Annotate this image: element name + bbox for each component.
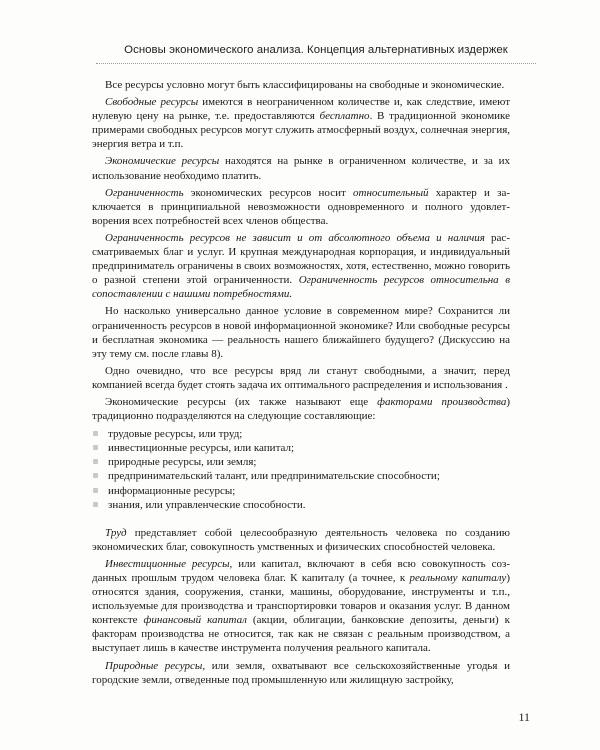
list-item-label: знания, или управленческие способности. — [108, 498, 306, 511]
text-run: представляет собой целесообразную деятельность человека по созданию экономических благ, совокупность умственных и физических способностей человека. — [92, 526, 510, 553]
list-item — [92, 469, 510, 483]
paragraphs-after-list — [92, 526, 510, 687]
square-bullet-icon — [93, 488, 98, 493]
text-run: ) относятся здания, сооружения, станки, машины, оборудование, инструменты и т.п., используемые для производства и транспортировки товаров и оказания услуг. В данном контексте — [92, 572, 510, 627]
italic-term: относительный — [353, 186, 429, 199]
italic-term: Ограниченность — [105, 186, 184, 199]
paragraph — [92, 364, 510, 392]
italic-term: Инвестиционные ресурсы — [105, 557, 230, 570]
list-item-label: инвестиционные ресурсы, или капитал; — [108, 442, 295, 455]
list-item — [92, 427, 510, 441]
text-run: находятся на рынке в ограниченном количестве, и за их использование необходимо платить. — [92, 155, 511, 182]
paragraph — [92, 186, 510, 228]
text-run: Экономические ресурсы (их также называют еще — [105, 395, 378, 408]
page-number: 11 — [518, 710, 530, 724]
list-item-label: трудовые ресурсы, или труд; — [108, 428, 243, 441]
paragraph — [92, 557, 510, 656]
square-bullet-icon — [93, 459, 98, 464]
running-header: Основы экономического анализа. Концепция альтернативных издержек — [124, 44, 508, 56]
text-run: , или капитал, включают в себя всю совокупность созданных прошлым трудом человека благ. К капиталу (а точнее, к — [92, 557, 510, 584]
text-run: ) традиционно подразделяются на следующие составляющие: — [92, 395, 511, 423]
text-run: экономических ресурсов носит — [183, 186, 353, 199]
list-item — [92, 498, 510, 512]
paragraph — [92, 659, 510, 687]
text-run: имеются в неограниченном количестве и, как следствие, имеют нулевую цену на рынке, т.е. предоставляются — [92, 96, 511, 123]
text-run: рассматриваемых благ и услуг. И крупная международная корпорация, и индивидуальный предприниматель ограничены в своих возможностях, хотя, естественно, можно говорить о разной степени этой ограниченности. — [92, 231, 510, 287]
italic-term: факторами производства — [377, 395, 507, 408]
list-item-label: информационные ресурсы; — [108, 484, 236, 497]
list-item-label: предпринимательский талант, или предпринимательские способности; — [108, 470, 440, 483]
square-bullet-icon — [93, 502, 98, 507]
italic-term: Ограниченность ресурсов относительна в сопоставлении с нашими потребностями. — [92, 274, 510, 301]
text-run: (акции, облигации, банковские депозиты, деньги) к факторам производства не относится, так как не связан с реальным производством, а выступает лишь в качестве инструмента получения реального капитала. — [92, 614, 510, 655]
italic-term: бесплатно — [319, 110, 370, 123]
paragraph — [92, 395, 510, 423]
square-bullet-icon — [93, 445, 98, 450]
paragraph — [92, 526, 510, 554]
factors-of-production-list — [92, 427, 510, 512]
square-bullet-icon — [93, 431, 98, 436]
paragraph — [92, 304, 510, 360]
list-item — [92, 455, 510, 469]
paragraph — [92, 231, 510, 301]
paragraph — [92, 154, 510, 182]
body-text — [92, 78, 510, 690]
italic-term: Труд — [105, 526, 127, 539]
italic-term: Экономические ресурсы — [105, 155, 220, 168]
text-run: Одно очевидно, что все ресурсы вряд ли станут свободными, а значит, перед компанией всегда будет стоять задача их оптимального распределения и использования . — [92, 364, 510, 391]
square-bullet-icon — [93, 473, 98, 478]
header-divider — [96, 63, 536, 64]
italic-term: Природные ресурсы — [105, 659, 203, 672]
italic-term: Свободные ресурсы — [105, 96, 199, 109]
paragraph — [92, 78, 510, 92]
list-item — [92, 441, 510, 455]
italic-term: Ограниченность ресурсов не зависит и от абсолютного объема и наличия — [105, 231, 485, 244]
list-item — [92, 484, 510, 498]
text-run: , или земля, охватывают все сельскохозяйственные угодья и городские земли, отведенные под промышленную или жилищную застройку, — [92, 659, 510, 686]
italic-term: реальному капиталу — [409, 572, 507, 584]
text-run: Но насколько универсально данное условие в современном мире? Сохранится ли ограниченность ресурсов в новой информационной экономике? Или свободные ресурсы и бесплатная экономика — реальность нашего ближайшего будущего? (Дискуссию на эту тему см. после главы 8). — [92, 305, 510, 360]
text-run: Все ресурсы условно могут быть классифицированы на свободные и экономические. — [105, 79, 505, 91]
paragraphs-before-list — [92, 78, 510, 423]
list-item-label: природные ресурсы, или земля; — [108, 456, 257, 469]
text-run: . В традиционной экономике примерами свободных ресурсов могут служить атмосферный воздух, солнечная энергия, энергия ветра и т.п. — [92, 110, 511, 151]
paragraph — [92, 95, 510, 151]
italic-term: финансовый капитал — [143, 614, 247, 627]
text-run: характер и заключается в принципиальной невозможности одновременного и полного удовлетворения всех потребностей всех членов общества. — [92, 186, 510, 227]
